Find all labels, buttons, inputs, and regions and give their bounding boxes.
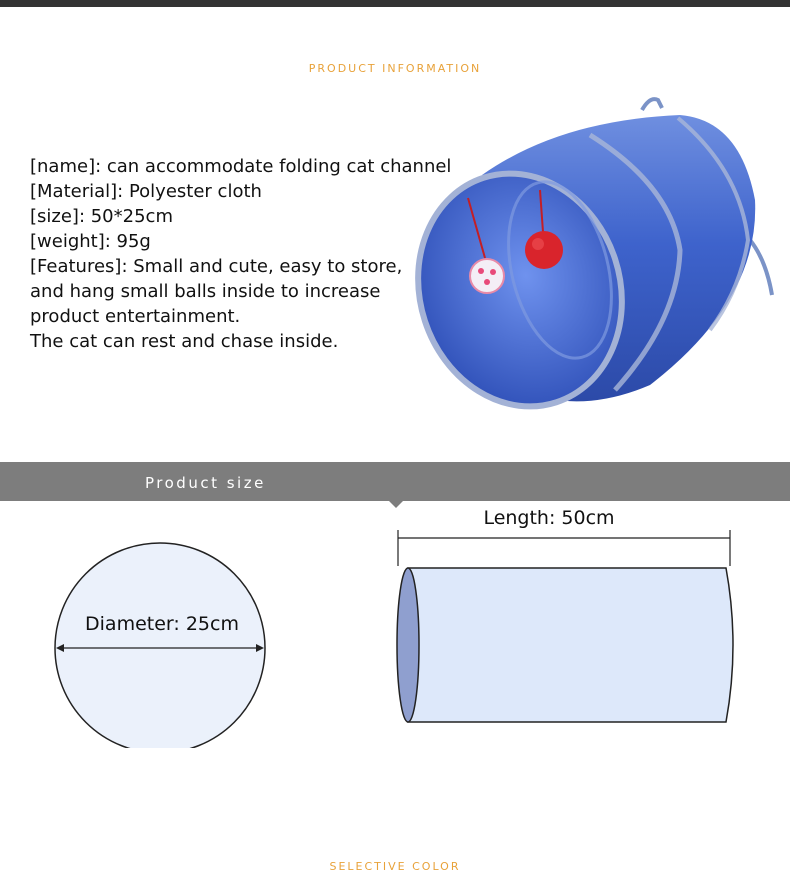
product-specs bbox=[30, 154, 460, 354]
selective-color-heading: SELECTIVE COLOR bbox=[329, 860, 461, 873]
product-information-heading: PRODUCT INFORMATION bbox=[308, 62, 482, 75]
product-size-band bbox=[0, 462, 790, 501]
length-label: Length: 50cm bbox=[483, 508, 615, 529]
size-band-pointer bbox=[389, 501, 403, 508]
size-band-background bbox=[0, 462, 790, 501]
spec-name: [name]: can accommodate folding cat channel bbox=[30, 156, 452, 177]
spec-weight: [weight]: 95g bbox=[30, 231, 151, 252]
product-size-title: Product size bbox=[145, 474, 266, 492]
spec-material: [Material]: Polyester cloth bbox=[30, 181, 262, 202]
spec-features-cont-2: product entertainment. bbox=[30, 306, 241, 327]
size-diagram bbox=[0, 508, 790, 748]
spec-size: [size]: 50*25cm bbox=[30, 206, 173, 227]
cat-tunnel-photo bbox=[410, 90, 780, 420]
spec-features: [Features]: Small and cute, easy to store, bbox=[30, 256, 403, 277]
cylinder-end bbox=[397, 568, 419, 722]
spec-features-cont-3: The cat can rest and chase inside. bbox=[30, 331, 339, 352]
cylinder-body bbox=[408, 568, 733, 722]
spec-features-cont-1: and hang small balls inside to increase bbox=[30, 281, 381, 302]
diameter-circle bbox=[55, 543, 265, 748]
top-border-bar bbox=[0, 0, 790, 7]
diameter-label: Diameter: 25cm bbox=[85, 613, 239, 635]
